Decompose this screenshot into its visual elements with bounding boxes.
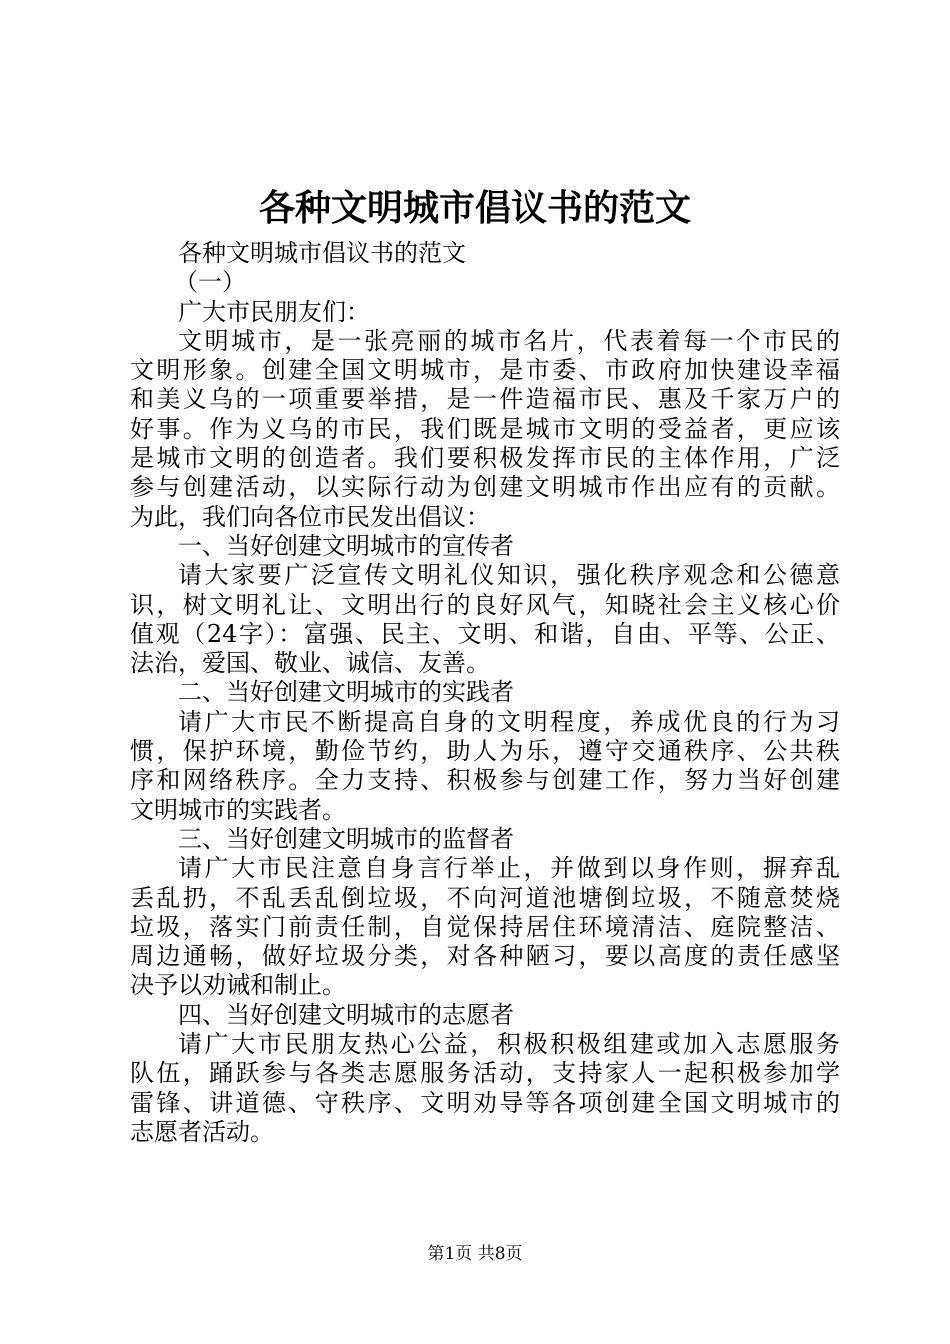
paragraph-line: 文明形象。创建全国文明城市，是市委、市政府加快建设幸福 (130, 356, 840, 385)
section-heading-3: 三、当好创建文明城市的监督者 (178, 824, 514, 853)
paragraph-line: 序和网络秩序。全力支持、积极参与创建工作，努力当好创建 (130, 766, 840, 795)
paragraph-line: 为此，我们向各位市民发出倡议： (130, 502, 490, 531)
section-number: （一） (174, 268, 246, 297)
paragraph-line: 请广大市民朋友热心公益，积极积极组建或加入志愿服务 (178, 1030, 840, 1059)
paragraph-line: 请广大市民注意自身言行举止，并做到以身作则，摒弃乱 (178, 854, 840, 883)
paragraph-line: 请大家要广泛宣传文明礼仪知识，强化秩序观念和公德意 (178, 561, 840, 590)
paragraph-line: 惯，保护环境，勤俭节约，助人为乐，遵守交通秩序、公共秩 (130, 737, 840, 766)
paragraph-line: 丢乱扔，不乱丢乱倒垃圾，不向河道池塘倒垃圾，不随意焚烧 (130, 883, 840, 912)
paragraph-line: 志愿者活动。 (130, 1117, 274, 1146)
document-body (130, 239, 840, 1147)
paragraph-line: 和美义乌的一项重要举措，是一件造福市民、惠及千家万户的 (130, 385, 840, 414)
section-heading-1: 一、当好创建文明城市的宣传者 (178, 531, 514, 560)
paragraph-line: 识，树文明礼让、文明出行的良好风气，知晓社会主义核心价 (130, 590, 840, 619)
paragraph-line: 周边通畅，做好垃圾分类，对各种陋习，要以高度的责任感坚 (130, 942, 840, 971)
paragraph-line: 是城市文明的创造者。我们要积极发挥市民的主体作用，广泛 (130, 444, 840, 473)
document-title: 各种文明城市倡议书的范文 (258, 187, 691, 229)
paragraph-line: 队伍，踊跃参与各类志愿服务活动，支持家人一起积极参加学 (130, 1059, 840, 1088)
paragraph-line: 文明城市的实践者。 (130, 795, 346, 824)
section-heading-4: 四、当好创建文明城市的志愿者 (178, 1000, 514, 1029)
paragraph-line: 法治，爱国、敬业、诚信、友善。 (130, 649, 490, 678)
subtitle-line: 各种文明城市倡议书的范文 (178, 239, 466, 267)
paragraph-line: 好事。作为义乌的市民，我们既是城市文明的受益者，更应该 (130, 414, 840, 443)
paragraph-line: 值观（24字）：富强、民主、文明、和谐，自由、平等、公正、 (130, 619, 840, 648)
section-heading-2: 二、当好创建文明城市的实践者 (178, 678, 514, 707)
paragraph-line: 雷锋、讲道德、守秩序、文明劝导等各项创建全国文明城市的 (130, 1088, 840, 1117)
page-footer: 第1页 共8页 (427, 1244, 523, 1264)
paragraph-line: 参与创建活动，以实际行动为创建文明城市作出应有的贡献。 (130, 473, 840, 502)
paragraph-line: 垃圾，落实门前责任制，自觉保持居住环境清洁、庭院整洁、 (130, 912, 840, 941)
paragraph-line: 文明城市，是一张亮丽的城市名片，代表着每一个市民的 (178, 326, 840, 355)
paragraph-line: 请广大市民不断提高自身的文明程度，养成优良的行为习 (178, 707, 840, 736)
paragraph-line: 决予以劝诫和制止。 (130, 971, 346, 1000)
salutation: 广大市民朋友们： (178, 297, 370, 326)
